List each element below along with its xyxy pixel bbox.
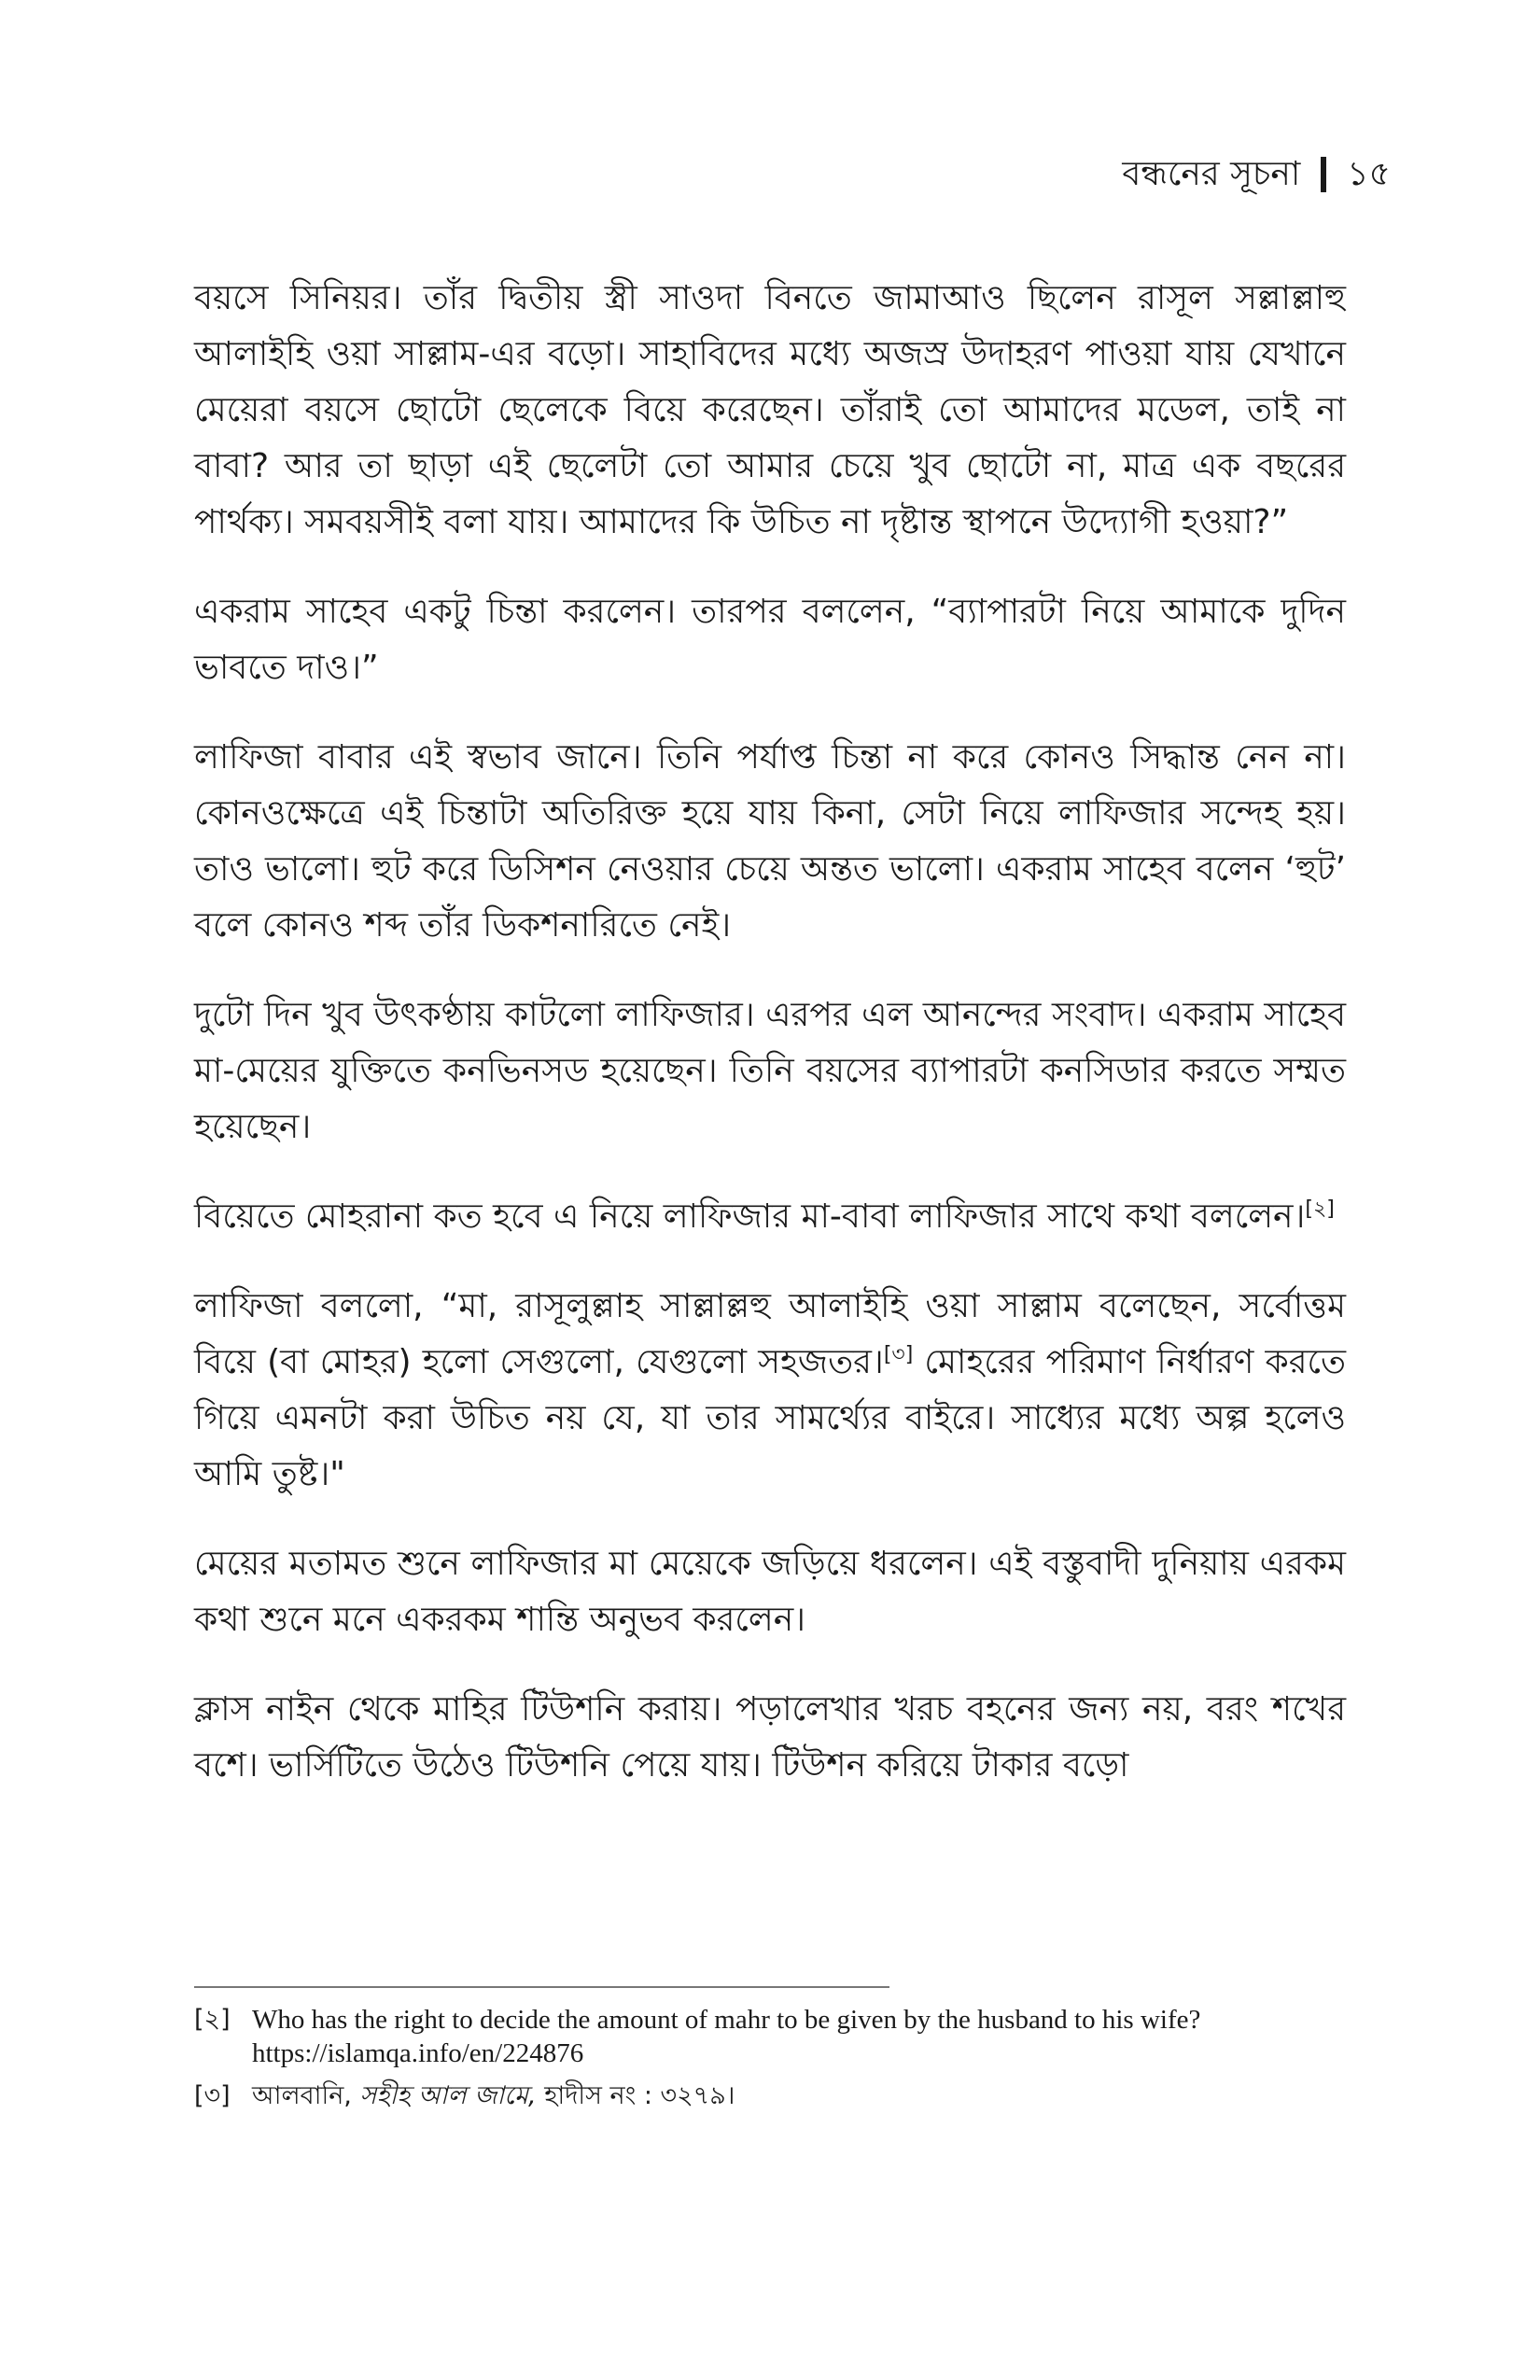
paragraph: বয়সে সিনিয়র। তাঁর দ্বিতীয় স্ত্রী সাওদা বিনতে জামাআও ছিলেন রাসূল সল্লাল্লাহু আলাইহি ওয়া সাল্লাম-এর বড়ো। সাহাবিদের মধ্যে অজস্র উদাহরণ পাওয়া যায় যেখানে মেয়েরা বয়সে ছোটো ছেলেকে বিয়ে করেছেন। তাঁরাই তো আমাদের মডেল, তাই না বাবা? আর তা ছাড়া এই ছেলেটা তো আমার চেয়ে খুব ছোটো না, মাত্র এক বছরের পার্থক্য। সমবয়সীই বলা যায়। আমাদের কি উচিত না দৃষ্টান্ত স্থাপনে উদ্যোগী হওয়া?” <box>194 279 1346 541</box>
paragraph: ক্লাস নাইন থেকে মাহির টিউশনি করায়। পড়ালেখার খরচ বহনের জন্য নয়, বরং শখের বশে। ভার্সিটিতে উঠেও টিউশনি পেয়ে যায়। টিউশন করিয়ে টাকার বড়ো <box>194 1690 1346 1785</box>
paragraph <box>194 1189 1346 1245</box>
footnote-author: আলবানি, <box>252 2081 360 2110</box>
chapter-title: বন্ধনের সূচনা <box>1122 155 1301 193</box>
footnote-link[interactable]: https://islamqa.info/en/224876 <box>252 2038 584 2068</box>
paragraph: একরাম সাহেব একটু চিন্তা করলেন। তারপর বললেন, “ব্যাপারটা নিয়ে আমাকে দুদিন ভাবতে দাও।” <box>194 593 1346 687</box>
footnote-divider <box>194 1986 889 1988</box>
body-text <box>194 271 1346 1794</box>
paragraph: মেয়ের মতামত শুনে লাফিজার মা মেয়েকে জড়িয়ে ধরলেন। এই বস্তুবাদী দুনিয়ায় এরকম কথা শুনে মনে একরকম শান্তি অনুভব করলেন। <box>194 1545 1346 1639</box>
footnote-ref-2[interactable]: [২] <box>1305 1197 1335 1221</box>
page-number: ১৫ <box>1347 155 1391 193</box>
running-header <box>1122 152 1391 197</box>
paragraph-text: মোহরের পরিমাণ নির্ধারণ করতে গিয়ে এমনটা করা উচিত নয় যে, যা তার সামর্থ্যের বাইরে। সাধ্যের মধ্যে অল্প হলেও আমি তুষ্ট।" <box>194 1343 1346 1493</box>
footnote-2 <box>194 2003 1346 2070</box>
footnote-3 <box>194 2079 1346 2113</box>
paragraph <box>194 1279 1346 1503</box>
paragraph: লাফিজা বাবার এই স্বভাব জানে। তিনি পর্যাপ্ত চিন্তা না করে কোনও সিদ্ধান্ত নেন না। কোনওক্ষেত্রে এই চিন্তাটা অতিরিক্ত হয়ে যায় কিনা, সেটা নিয়ে লাফিজার সন্দেহ হয়। তাও ভালো। হুট করে ডিসিশন নেওয়ার চেয়ে অন্তত ভালো। একরাম সাহেব বলেন ‘হুট’ বলে কোনও শব্দ তাঁর ডিকশনারিতে নেই। <box>194 738 1346 945</box>
footnote-text: হাদীস নং : ৩২৭৯। <box>536 2081 735 2110</box>
footnote-marker: [২] <box>194 2005 231 2034</box>
footnote-ref-3[interactable]: [৩] <box>883 1343 914 1366</box>
footnote-body <box>252 2003 1346 2070</box>
paragraph-text: বিয়েতে মোহরানা কত হবে এ নিয়ে লাফিজার মা-বাবা লাফিজার সাথে কথা বললেন। <box>194 1197 1306 1236</box>
footnote-body <box>252 2079 1346 2113</box>
header-divider <box>1321 157 1326 192</box>
footnote-book-title: সহীহ আল জামে, <box>359 2081 537 2110</box>
footnote-text: Who has the right to decide the amount of mahr to be given by the husband to his wife? <box>252 2005 1201 2035</box>
paragraph-text: লাফিজা বললো, “মা, রাসূলুল্লাহ সাল্লাল্লহু আলাইহি ওয়া সাল্লাম বলেছেন, সর্বোত্তম বিয়ে (বা মোহর) হলো সেগুলো, যেগুলো সহজতর। <box>194 1287 1346 1381</box>
footnote-marker: [৩] <box>194 2081 231 2110</box>
paragraph: দুটো দিন খুব উৎকণ্ঠায় কাটলো লাফিজার। এরপর এল আনন্দের সংবাদ। একরাম সাহেব মা-মেয়ের যুক্তিতে কনভিনসড হয়েছেন। তিনি বয়সের ব্যাপারটা কনসিডার করতে সম্মত হয়েছেন। <box>194 996 1346 1146</box>
footnotes <box>194 2003 1346 2122</box>
